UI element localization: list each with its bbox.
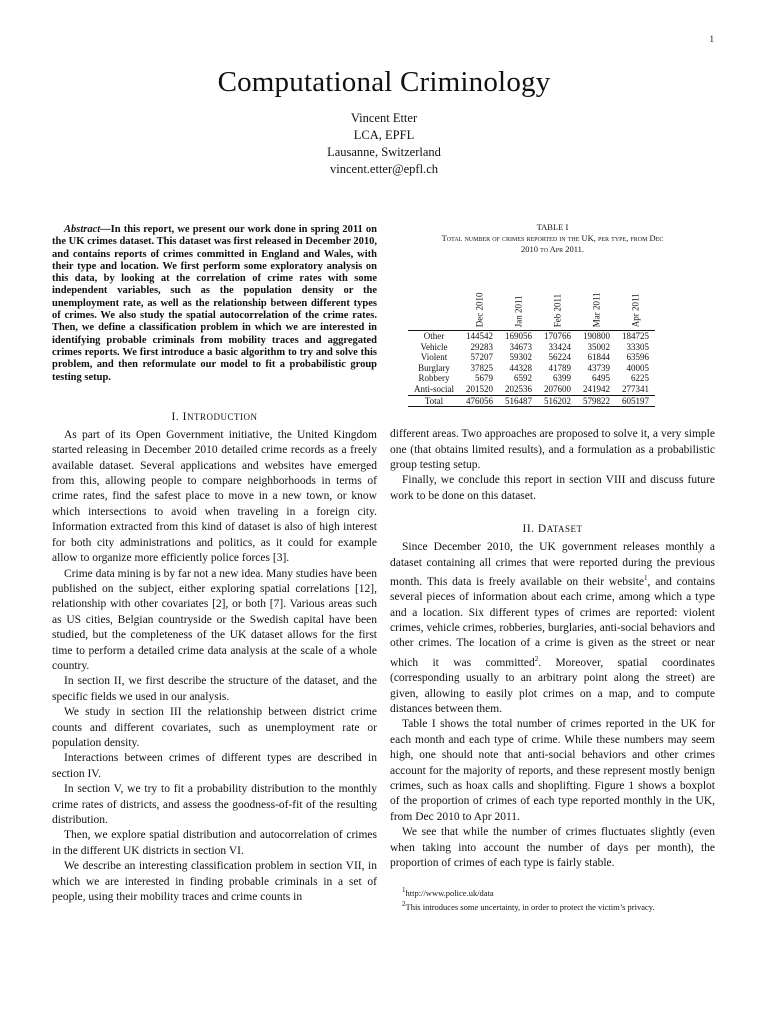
footnote-marker[interactable]: 1 [644,574,648,582]
dataset-paragraph: We see that while the number of crimes fluctuates slightly (even when taking into account the number of days per month), the proportion of crimes of each type is fairly stable. [390,826,715,869]
abstract-lead: Abstract [64,224,101,235]
author-name: Vincent Etter [350,111,418,125]
page-number: 1 [709,34,714,44]
table-row: Anti-social 201520 202536 207600 241942 277341 [408,384,655,395]
abstract [52,224,377,384]
intro-paragraph: Then, we explore spatial distribution and autocorrelation of crimes in the different UK districts in section VI. [52,829,377,857]
table-corner-header [408,255,460,331]
dataset-paragraph: Since December 2010, the UK government releases monthly a dataset containing all crimes that were reported during the previous month. This data is freely available on their website$^1$, and contains several pieces of information about each crime, among which a type and a location. Six different types of crimes are reported: violent crimes, vehicle crimes, robberies, burglaries, anti-social behaviors and other crimes. The location of a crime is given as the street or near which it was committed$^2$. Moreover, spatial coordinates (corresponding usually to an arbitrary point along the street) are given, allowing to easily plot crimes on a map, and to compute distances between them. [390,541,715,715]
table-caption-line: 2010 to Apr 2011. [520,244,585,254]
left-column [52,224,377,905]
footnote: $^2$This introduces some uncertainty, in order to protect the victim’s privacy. [402,899,655,912]
intro-paragraph: Crime data mining is by far not a new idea. Many studies have been published on the subject, either exploring spatial correlations [12], relationship with other covariates [2], or both [7]. Various areas such as US cities, Belgian countryside or the Swedish capital have been studied, but the completeness of the UK dataset allows for the first time to perform a detailed crime data analysis at the scale of a whole country. [52,567,377,672]
table-row: Vehicle 29283 34673 33424 35002 33305 [420,341,649,352]
table-column-header: Apr 2011 [630,293,641,328]
table-caption-line: Total number of crimes reported in the UK, per type, from Dec [441,233,664,243]
table-row: Burglary 37825 44328 41789 43739 40005 [418,362,649,373]
author-email[interactable]: vincent.etter@epfl.ch [330,162,438,176]
table-column-header: Jan 2011 [513,295,524,328]
table-row: Violent 57207 59302 56224 61844 63596 [420,352,649,363]
table-label: TABLE I [536,222,569,232]
intro-paragraph: We describe an interesting classification problem in section VII, in which we are interested in finding probable criminals in a set of people, using their mobility traces and crime counts in [52,860,377,904]
intro-paragraph: In section II, we first describe the structure of the dataset, and the specific fields we used in our analysis. [52,675,377,703]
section-heading-introduction: I. INTRODUCTION [171,410,258,423]
intro-continuation-paragraph: Finally, we conclude this report in section VIII and discuss future work to be done on this dataset. [390,474,715,502]
crime-table [408,255,655,407]
table-column-header: Dec 2010 [474,292,485,328]
footnotes [390,885,715,912]
section-heading-dataset: II. DATASET [522,523,583,536]
author-block [0,110,768,178]
footnote-link[interactable]: http://www.police.uk/data [405,888,494,899]
footnote: $^1$http://www.police.uk/data [402,886,494,899]
abstract-text: —In this report, we present our work done in spring 2011 on the UK crimes dataset. This dataset was first released in December 2010, and contains reports of crimes committed in England and Wales, with their type and location. We first perform some exploratory analysis on this data, by looking at the correlation of crime rates with some independent variables, such as the population density or the unemployment rate, as well as the relationship between different types of crimes. We also study the spatial autocorrelation of the crime rates. Then, we define a classification problem in which we are interested in identifying probable criminals from mobility traces and aggregated crimes reports. We first introduce a basic algorithm to try and solve this problem, and then reformulate our model to fit a probabilistic group testing setup. [52,224,377,383]
table-row: Robbery 5679 6592 6399 6495 6225 [418,373,649,384]
intro-paragraph: Interactions between crimes of different types are described in section IV. [52,752,377,780]
author-affiliation: LCA, EPFL [353,128,415,142]
author-location: Lausanne, Switzerland [327,145,441,159]
paper-title: Computational Criminology [217,66,551,98]
intro-paragraph: As part of its Open Government initiative, the United Kingdom started releasing in December 2010 detailed crime records as a freely available dataset. Several applications and websites have emerged from this, allowing people to compare neighborhoods in terms of crime rates, find the safest place to move in a new town, or know which intersections to avoid when traveling in a foreign city. Information extracted from this kind of dataset is also of high interest for both city administrations and politics, as it could for example allow to organize more efficiently police forces [3]. [52,428,377,565]
right-column [390,222,715,912]
table-row: Other 144542 169056 170766 190800 184725 [408,331,655,342]
intro-continuation-paragraph: different areas. Two approaches are proposed to solve it, a very simple one (that obtains limited results), and a formulation as a probabilistic group testing setup. [390,428,715,471]
footnote-marker[interactable]: 2 [534,654,539,663]
intro-paragraph: We study in section III the relationship between district crime counts and different covariates, such as unemployment rate or population density. [52,706,377,749]
table-total-row: Total 476056 516487 516202 579822 605197 [408,395,655,407]
table-column-header: Mar 2011 [591,292,602,328]
table-caption [390,222,715,255]
dataset-paragraph: Table I shows the total number of crimes reported in the UK for each month and each type of crime. While these numbers may seem high, one should note that anti-social behaviors and other crimes account for the majority of reports, and these represent mostly benign crimes, such as hoax calls and shoplifting. Figure 1 shows a boxplot of the proportion of crimes of each type reported monthly in the UK, from Dec 2010 to Apr 2011. [390,718,715,823]
table-column-header: Feb 2011 [552,294,563,328]
intro-paragraph: In section V, we try to fit a probability distribution to the monthly crime rates of districts, and assess the goodness-of-fit of the resulting distribution. [52,783,377,827]
